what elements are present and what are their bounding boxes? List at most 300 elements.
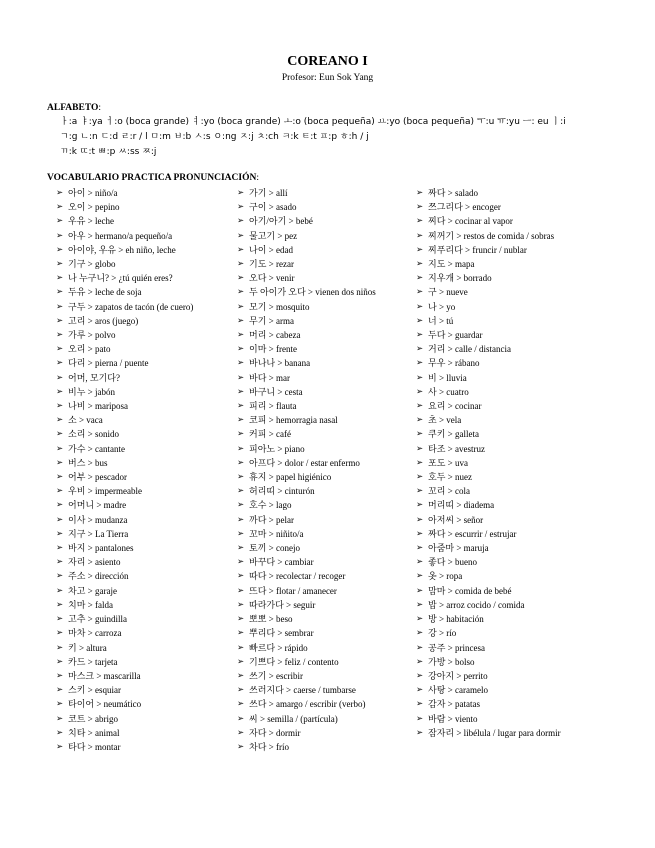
vocab-item bbox=[56, 257, 222, 271]
vocab-item bbox=[416, 456, 579, 470]
vocab-item bbox=[56, 413, 222, 427]
bullet-arrow-icon: ➢ bbox=[56, 216, 64, 227]
vocab-item bbox=[237, 300, 399, 314]
bullet-arrow-icon: ➢ bbox=[56, 301, 64, 312]
vocab-text: 토끼 > conejo bbox=[249, 543, 300, 554]
vocab-item bbox=[237, 612, 399, 626]
vocab-item bbox=[237, 655, 399, 669]
vocab-text: 강아지 > perrito bbox=[428, 670, 488, 681]
bullet-arrow-icon: ➢ bbox=[56, 486, 64, 497]
vocab-item bbox=[56, 498, 222, 512]
bullet-arrow-icon: ➢ bbox=[237, 486, 245, 497]
vocab-item bbox=[416, 186, 579, 200]
bullet-arrow-icon: ➢ bbox=[237, 386, 245, 397]
bullet-arrow-icon: ➢ bbox=[237, 557, 245, 568]
vocab-text: 요리 > cocinar bbox=[428, 401, 482, 412]
vocab-text: 치타 > animal bbox=[68, 727, 120, 738]
vocab-item bbox=[416, 527, 579, 541]
vocab-item bbox=[56, 470, 222, 484]
vocab-text: 너 > tú bbox=[428, 315, 454, 326]
vocab-text: 머리띠 > diadema bbox=[428, 500, 495, 511]
vocab-text: 피리 > flauta bbox=[249, 401, 297, 412]
vocab-item bbox=[56, 385, 222, 399]
bullet-arrow-icon: ➢ bbox=[237, 315, 245, 326]
vocab-item bbox=[237, 385, 399, 399]
bullet-arrow-icon: ➢ bbox=[416, 202, 424, 213]
vocab-text: 비누 > jabón bbox=[68, 386, 115, 397]
vocab-item bbox=[237, 527, 399, 541]
vocab-text: 머리 > cabeza bbox=[249, 330, 301, 341]
vocab-text: 오이 > pepino bbox=[68, 202, 120, 213]
bullet-arrow-icon: ➢ bbox=[237, 614, 245, 625]
vocab-text: 감자 > patatas bbox=[428, 699, 480, 710]
vocab-item bbox=[237, 712, 399, 726]
vocab-text: 무기 > arma bbox=[249, 315, 294, 326]
bullet-arrow-icon: ➢ bbox=[237, 472, 245, 483]
bullet-arrow-icon: ➢ bbox=[56, 699, 64, 710]
vocab-text: 두다 > guardar bbox=[428, 330, 483, 341]
bullet-arrow-icon: ➢ bbox=[56, 543, 64, 554]
vocab-item bbox=[56, 612, 222, 626]
vocab-item bbox=[237, 243, 399, 257]
vocab-text: 자다 > dormir bbox=[249, 727, 301, 738]
vocab-text: 잠자리 > libélula / lugar para dormir bbox=[428, 727, 561, 738]
vocab-text: 바람 > viento bbox=[428, 713, 478, 724]
bullet-arrow-icon: ➢ bbox=[416, 372, 424, 383]
bullet-arrow-icon: ➢ bbox=[416, 216, 424, 227]
bullet-arrow-icon: ➢ bbox=[416, 230, 424, 241]
bullet-arrow-icon: ➢ bbox=[56, 685, 64, 696]
vocab-text: 고리 > aros (juego) bbox=[68, 315, 139, 326]
vocab-item bbox=[237, 229, 399, 243]
vocab-item bbox=[237, 626, 399, 640]
alphabet-consonants: ㄱ:g ㄴ:n ㄷ:d ㄹ:r / l ㅁ:m ㅂ:b ㅅ:s ㅇ:ng ㅈ:j ㅊ:ch ㅋ:k ㅌ:t ㅍ:p ㅎ:h / j bbox=[60, 132, 369, 142]
bullet-arrow-icon: ➢ bbox=[237, 699, 245, 710]
bullet-arrow-icon: ➢ bbox=[416, 287, 424, 298]
vocab-text: 카드 > tarjeta bbox=[68, 656, 118, 667]
vocab-item bbox=[56, 186, 222, 200]
bullet-arrow-icon: ➢ bbox=[416, 330, 424, 341]
vocab-text: 뽀뽀 > beso bbox=[249, 614, 293, 625]
vocab-item bbox=[416, 612, 579, 626]
vocab-item bbox=[416, 229, 579, 243]
bullet-arrow-icon: ➢ bbox=[416, 685, 424, 696]
vocab-text: 찌다 > cocinar al vapor bbox=[428, 216, 513, 227]
vocab-item bbox=[56, 229, 222, 243]
vocab-text: 공주 > princesa bbox=[428, 642, 485, 653]
vocab-column-1 bbox=[56, 186, 222, 754]
vocab-text: 두유 > leche de soja bbox=[68, 287, 142, 298]
bullet-arrow-icon: ➢ bbox=[237, 344, 245, 355]
vocab-text: 나이 > edad bbox=[249, 244, 293, 255]
vocab-text: 바구니 > cesta bbox=[249, 386, 303, 397]
vocab-text: 아저씨 > señor bbox=[428, 514, 484, 525]
bullet-arrow-icon: ➢ bbox=[237, 571, 245, 582]
bullet-arrow-icon: ➢ bbox=[237, 216, 245, 227]
bullet-arrow-icon: ➢ bbox=[416, 315, 424, 326]
vocab-text: 고추 > guindilla bbox=[68, 614, 127, 625]
vocab-item bbox=[416, 371, 579, 385]
vocab-item bbox=[416, 683, 579, 697]
vocab-text: 커피 > café bbox=[249, 429, 291, 440]
vocab-item bbox=[56, 527, 222, 541]
bullet-arrow-icon: ➢ bbox=[237, 656, 245, 667]
vocab-item bbox=[416, 413, 579, 427]
bullet-arrow-icon: ➢ bbox=[416, 500, 424, 511]
vocab-text: 나비 > mariposa bbox=[68, 401, 128, 412]
alphabet-vowels: ㅏ:a ㅑ:ya ㅓ:o (boca grande) ㅕ:yo (boca grande) ㅗ:o (boca pequeña) ㅛ:yo (boca pequeña) ㅜ:u ㅠ:yu ㅡ: eu ㅣ:i bbox=[60, 117, 566, 127]
vocab-item bbox=[237, 555, 399, 569]
vocab-item bbox=[56, 427, 222, 441]
bullet-arrow-icon: ➢ bbox=[416, 188, 424, 198]
alphabet-heading: ALFABETO: bbox=[47, 103, 102, 113]
bullet-arrow-icon: ➢ bbox=[56, 741, 64, 752]
vocab-item bbox=[56, 740, 222, 754]
bullet-arrow-icon: ➢ bbox=[237, 443, 245, 454]
vocab-text: 쯔그리다 > encoger bbox=[428, 202, 501, 213]
vocab-item bbox=[56, 342, 222, 356]
vocab-text: 쿠키 > galleta bbox=[428, 429, 479, 440]
vocab-text: 아프다 > dolor / estar enfermo bbox=[249, 457, 360, 468]
vocab-text: 아이야, 우유 > eh niño, leche bbox=[68, 244, 176, 255]
vocab-item bbox=[416, 399, 579, 413]
bullet-arrow-icon: ➢ bbox=[56, 642, 64, 653]
bullet-arrow-icon: ➢ bbox=[56, 528, 64, 539]
vocab-item bbox=[237, 399, 399, 413]
vocab-item bbox=[56, 598, 222, 612]
vocab-item bbox=[237, 328, 399, 342]
vocab-item bbox=[416, 442, 579, 456]
vocab-item bbox=[416, 569, 579, 583]
vocab-item bbox=[237, 697, 399, 711]
vocab-item bbox=[56, 399, 222, 413]
vocab-item bbox=[56, 555, 222, 569]
vocab-text: 물고기 > pez bbox=[249, 230, 298, 241]
vocab-text: 짜다 > salado bbox=[428, 188, 478, 198]
bullet-arrow-icon: ➢ bbox=[416, 358, 424, 369]
vocab-text: 아기/아기 > bebé bbox=[249, 216, 313, 227]
vocab-text: 따다 > recolectar / recoger bbox=[249, 571, 346, 582]
vocab-item bbox=[237, 584, 399, 598]
vocab-item bbox=[416, 555, 579, 569]
vocab-text: 뿌리다 > sembrar bbox=[249, 628, 314, 639]
vocab-text: 우유 > leche bbox=[68, 216, 114, 227]
vocab-item bbox=[237, 314, 399, 328]
vocab-text: 주소 > dirección bbox=[68, 571, 129, 582]
vocab-text: 좋다 > bueno bbox=[428, 557, 477, 568]
vocab-item bbox=[416, 257, 579, 271]
vocab-item bbox=[56, 697, 222, 711]
vocab-item bbox=[56, 626, 222, 640]
bullet-arrow-icon: ➢ bbox=[56, 188, 64, 198]
vocab-text: 바나나 > banana bbox=[249, 358, 311, 369]
bullet-arrow-icon: ➢ bbox=[56, 244, 64, 255]
vocab-item bbox=[56, 271, 222, 285]
vocab-text: 찌푸리다 > fruncir / nublar bbox=[428, 244, 527, 255]
vocab-text: 아줌마 > maruja bbox=[428, 543, 489, 554]
vocab-item bbox=[56, 328, 222, 342]
vocab-item bbox=[56, 641, 222, 655]
bullet-arrow-icon: ➢ bbox=[56, 202, 64, 213]
bullet-arrow-icon: ➢ bbox=[416, 514, 424, 525]
vocab-text: 이사 > mudanza bbox=[68, 514, 128, 525]
bullet-arrow-icon: ➢ bbox=[416, 543, 424, 554]
bullet-arrow-icon: ➢ bbox=[237, 528, 245, 539]
bullet-arrow-icon: ➢ bbox=[56, 571, 64, 582]
vocab-text: 우비 > impermeable bbox=[68, 486, 142, 497]
vocab-text: 타다 > montar bbox=[68, 741, 121, 752]
vocab-text: 나 > yo bbox=[428, 301, 456, 312]
vocab-item bbox=[416, 697, 579, 711]
vocab-item bbox=[237, 413, 399, 427]
bullet-arrow-icon: ➢ bbox=[237, 599, 245, 610]
bullet-arrow-icon: ➢ bbox=[56, 443, 64, 454]
bullet-arrow-icon: ➢ bbox=[237, 585, 245, 596]
bullet-arrow-icon: ➢ bbox=[56, 727, 64, 738]
vocab-item bbox=[237, 541, 399, 555]
bullet-arrow-icon: ➢ bbox=[416, 628, 424, 639]
vocab-text: 스키 > esquiar bbox=[68, 685, 121, 696]
vocab-text: 버스 > bus bbox=[68, 457, 108, 468]
vocab-item bbox=[237, 427, 399, 441]
bullet-arrow-icon: ➢ bbox=[416, 472, 424, 483]
vocab-text: 따라가다 > seguir bbox=[249, 599, 316, 610]
bullet-arrow-icon: ➢ bbox=[237, 514, 245, 525]
bullet-arrow-icon: ➢ bbox=[237, 259, 245, 270]
vocab-text: 자리 > asiento bbox=[68, 557, 121, 568]
vocab-item bbox=[56, 442, 222, 456]
bullet-arrow-icon: ➢ bbox=[237, 500, 245, 511]
vocab-item bbox=[237, 214, 399, 228]
bullet-arrow-icon: ➢ bbox=[416, 528, 424, 539]
vocab-text: 모기 > mosquito bbox=[249, 301, 310, 312]
bullet-arrow-icon: ➢ bbox=[237, 287, 245, 298]
vocab-text: 지구 > La Tierra bbox=[68, 528, 129, 539]
bullet-arrow-icon: ➢ bbox=[237, 230, 245, 241]
vocab-text: 쓰다 > amargo / escribir (verbo) bbox=[249, 699, 366, 710]
vocab-text: 방 > habitación bbox=[428, 614, 484, 625]
vocab-text: 아우 > hermano/a pequeño/a bbox=[68, 230, 173, 241]
bullet-arrow-icon: ➢ bbox=[416, 301, 424, 312]
vocab-text: 코트 > abrigo bbox=[68, 713, 118, 724]
vocab-text: 꼬리 > cola bbox=[428, 486, 470, 497]
bullet-arrow-icon: ➢ bbox=[56, 259, 64, 270]
bullet-arrow-icon: ➢ bbox=[237, 188, 245, 198]
bullet-arrow-icon: ➢ bbox=[416, 670, 424, 681]
bullet-arrow-icon: ➢ bbox=[416, 244, 424, 255]
vocab-heading: VOCABULARIO PRACTICA PRONUNCIACIÓN: bbox=[47, 173, 259, 183]
vocab-text: 강 > río bbox=[428, 628, 457, 639]
vocab-text: 초 > vela bbox=[428, 415, 462, 426]
bullet-arrow-icon: ➢ bbox=[237, 457, 245, 468]
vocab-item bbox=[416, 498, 579, 512]
vocab-item bbox=[56, 300, 222, 314]
bullet-arrow-icon: ➢ bbox=[56, 386, 64, 397]
bullet-arrow-icon: ➢ bbox=[416, 727, 424, 738]
vocab-text: 피아노 > piano bbox=[249, 443, 305, 454]
vocab-text: 다리 > pierna / puente bbox=[68, 358, 149, 369]
bullet-arrow-icon: ➢ bbox=[237, 628, 245, 639]
vocab-item bbox=[416, 513, 579, 527]
vocab-item bbox=[416, 214, 579, 228]
vocab-item bbox=[237, 456, 399, 470]
vocab-text: 사 > cuatro bbox=[428, 386, 469, 397]
vocab-item bbox=[416, 470, 579, 484]
vocab-item bbox=[237, 669, 399, 683]
bullet-arrow-icon: ➢ bbox=[56, 500, 64, 511]
vocab-item bbox=[416, 626, 579, 640]
vocab-item bbox=[237, 498, 399, 512]
vocab-text: 구 > nueve bbox=[428, 287, 468, 298]
vocab-item bbox=[237, 683, 399, 697]
bullet-arrow-icon: ➢ bbox=[416, 571, 424, 582]
vocab-item bbox=[237, 285, 399, 299]
bullet-arrow-icon: ➢ bbox=[56, 372, 64, 383]
vocab-item bbox=[56, 569, 222, 583]
vocab-text: 가기 > allí bbox=[249, 188, 288, 198]
bullet-arrow-icon: ➢ bbox=[416, 642, 424, 653]
vocab-item bbox=[237, 257, 399, 271]
vocab-text: 가수 > cantante bbox=[68, 443, 125, 454]
vocab-item bbox=[237, 271, 399, 285]
vocab-text: 이마 > frente bbox=[249, 344, 297, 355]
vocab-item bbox=[416, 285, 579, 299]
bullet-arrow-icon: ➢ bbox=[237, 244, 245, 255]
bullet-arrow-icon: ➢ bbox=[56, 287, 64, 298]
vocab-text: 치마 > falda bbox=[68, 599, 113, 610]
bullet-arrow-icon: ➢ bbox=[56, 599, 64, 610]
bullet-arrow-icon: ➢ bbox=[56, 585, 64, 596]
vocab-text: 구이 > asado bbox=[249, 202, 297, 213]
vocab-item bbox=[237, 356, 399, 370]
vocab-text: 옷 > ropa bbox=[428, 571, 463, 582]
bullet-arrow-icon: ➢ bbox=[56, 670, 64, 681]
vocab-item bbox=[416, 669, 579, 683]
vocab-text: 씨 > semilla / (partícula) bbox=[249, 713, 338, 724]
vocab-item bbox=[56, 243, 222, 257]
vocab-text: 아이 > niño/a bbox=[68, 188, 118, 198]
vocab-text: 맘마 > comida de bebé bbox=[428, 585, 512, 596]
bullet-arrow-icon: ➢ bbox=[237, 202, 245, 213]
bullet-arrow-icon: ➢ bbox=[56, 358, 64, 369]
bullet-arrow-icon: ➢ bbox=[416, 699, 424, 710]
vocab-text: 바다 > mar bbox=[249, 372, 290, 383]
bullet-arrow-icon: ➢ bbox=[56, 713, 64, 724]
vocab-text: 나 누구니? > ¿tú quién eres? bbox=[68, 273, 173, 284]
vocab-text: 쓰러지다 > caerse / tumbarse bbox=[249, 685, 356, 696]
vocab-text: 까다 > pelar bbox=[249, 514, 294, 525]
alphabet-double-consonants: ㄲ:k ㄸ:t ㅃ:p ㅆ:ss ㅉ:j bbox=[60, 147, 157, 157]
bullet-arrow-icon: ➢ bbox=[237, 713, 245, 724]
vocab-text: 차고 > garaje bbox=[68, 585, 117, 596]
vocab-text: 지도 > mapa bbox=[428, 259, 475, 270]
bullet-arrow-icon: ➢ bbox=[56, 330, 64, 341]
vocab-text: 마스크 > mascarilla bbox=[68, 670, 141, 681]
bullet-arrow-icon: ➢ bbox=[416, 557, 424, 568]
bullet-arrow-icon: ➢ bbox=[237, 727, 245, 738]
bullet-arrow-icon: ➢ bbox=[237, 358, 245, 369]
bullet-arrow-icon: ➢ bbox=[56, 514, 64, 525]
bullet-arrow-icon: ➢ bbox=[56, 401, 64, 412]
vocab-item bbox=[416, 427, 579, 441]
vocab-text: 바지 > pantalones bbox=[68, 543, 134, 554]
vocab-text: 뜨다 > flotar / amanecer bbox=[249, 585, 337, 596]
vocab-item bbox=[237, 641, 399, 655]
vocab-item bbox=[56, 655, 222, 669]
vocab-item bbox=[416, 342, 579, 356]
vocab-item bbox=[237, 186, 399, 200]
vocab-item bbox=[56, 200, 222, 214]
vocab-item bbox=[416, 328, 579, 342]
vocab-item bbox=[416, 271, 579, 285]
vocab-item bbox=[56, 584, 222, 598]
vocab-text: 타이어 > neumático bbox=[68, 699, 142, 710]
vocab-item bbox=[237, 200, 399, 214]
page-title: COREANO I bbox=[287, 54, 368, 69]
vocab-text: 휴지 > papel higiénico bbox=[249, 472, 332, 483]
bullet-arrow-icon: ➢ bbox=[56, 628, 64, 639]
bullet-arrow-icon: ➢ bbox=[56, 614, 64, 625]
vocab-item bbox=[237, 342, 399, 356]
vocab-item bbox=[416, 484, 579, 498]
vocab-item bbox=[416, 385, 579, 399]
vocab-text: 거리 > calle / distancia bbox=[428, 344, 511, 355]
vocab-text: 타조 > avestruz bbox=[428, 443, 485, 454]
vocab-text: 기도 > rezar bbox=[249, 259, 294, 270]
vocab-item bbox=[237, 470, 399, 484]
vocab-text: 짜다 > escurrir / estrujar bbox=[428, 528, 517, 539]
bullet-arrow-icon: ➢ bbox=[416, 415, 424, 426]
bullet-arrow-icon: ➢ bbox=[237, 670, 245, 681]
vocab-text: 바꾸다 > cambiar bbox=[249, 557, 314, 568]
vocab-text: 빠르다 > rápido bbox=[249, 642, 308, 653]
vocab-item bbox=[237, 569, 399, 583]
bullet-arrow-icon: ➢ bbox=[416, 443, 424, 454]
vocab-text: 밥 > arroz cocido / comida bbox=[428, 599, 525, 610]
bullet-arrow-icon: ➢ bbox=[416, 386, 424, 397]
bullet-arrow-icon: ➢ bbox=[237, 642, 245, 653]
vocab-item bbox=[56, 683, 222, 697]
vocab-text: 가루 > polvo bbox=[68, 330, 116, 341]
vocab-item bbox=[237, 513, 399, 527]
bullet-arrow-icon: ➢ bbox=[416, 429, 424, 440]
bullet-arrow-icon: ➢ bbox=[56, 557, 64, 568]
bullet-arrow-icon: ➢ bbox=[237, 741, 245, 752]
vocab-item bbox=[416, 243, 579, 257]
vocab-item bbox=[416, 356, 579, 370]
vocab-item bbox=[416, 655, 579, 669]
vocab-text: 어머, 모기다? bbox=[68, 372, 120, 383]
vocab-item bbox=[237, 726, 399, 740]
bullet-arrow-icon: ➢ bbox=[237, 330, 245, 341]
vocab-text: 가방 > bolso bbox=[428, 656, 475, 667]
vocab-text: 오다 > venir bbox=[249, 273, 295, 284]
bullet-arrow-icon: ➢ bbox=[56, 344, 64, 355]
vocab-item bbox=[416, 584, 579, 598]
vocab-item bbox=[56, 314, 222, 328]
bullet-arrow-icon: ➢ bbox=[416, 585, 424, 596]
vocab-item bbox=[56, 356, 222, 370]
vocab-text: 소 > vaca bbox=[68, 415, 103, 426]
vocab-item bbox=[237, 442, 399, 456]
vocab-item bbox=[56, 214, 222, 228]
bullet-arrow-icon: ➢ bbox=[56, 429, 64, 440]
vocab-text: 기쁘다 > feliz / contento bbox=[249, 656, 339, 667]
vocab-item bbox=[416, 598, 579, 612]
vocab-item bbox=[416, 314, 579, 328]
vocab-text: 오리 > pato bbox=[68, 344, 111, 355]
vocab-column-3 bbox=[416, 186, 579, 740]
